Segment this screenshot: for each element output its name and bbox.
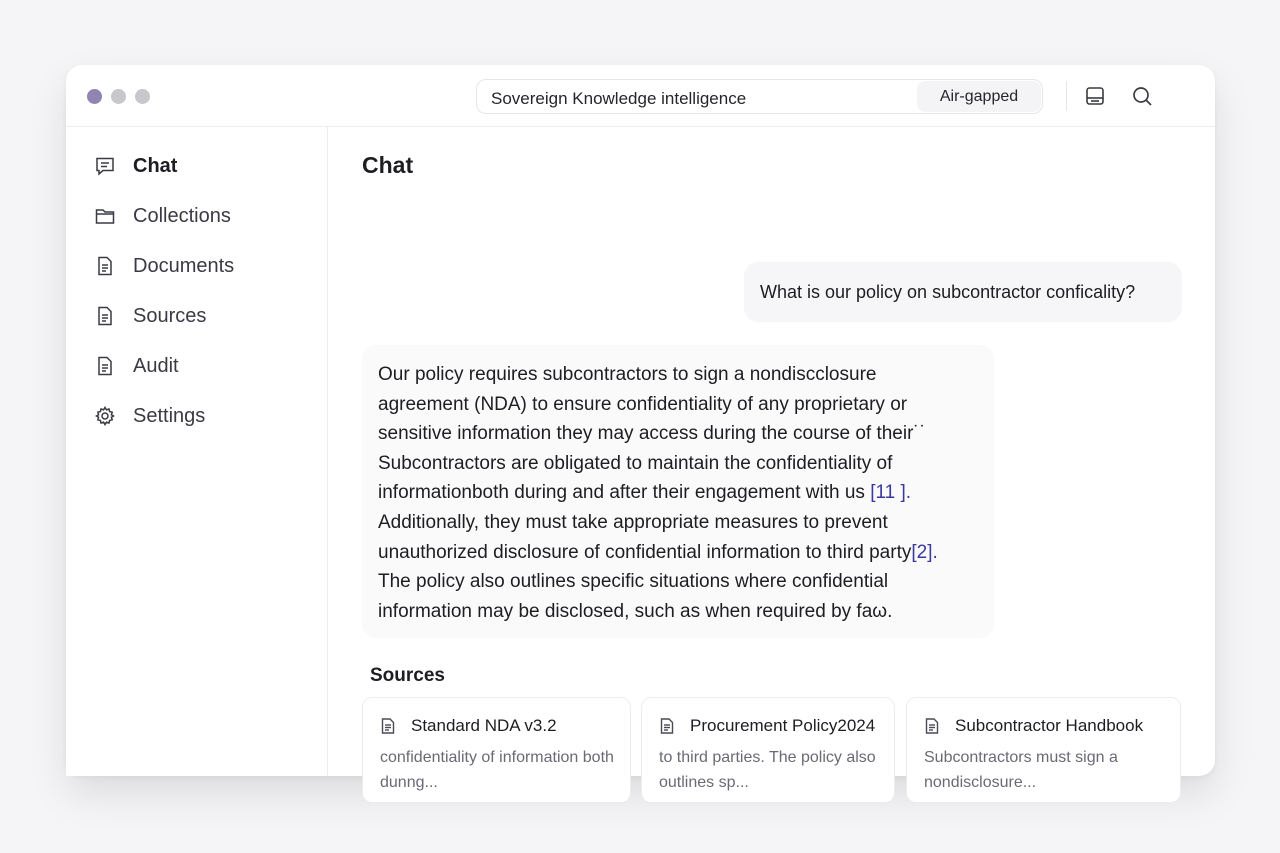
app-title: Sovereign Knowledge intelligence [491,89,747,108]
sources-heading: Sources [370,665,445,686]
source-card-procurement-policy[interactable] [641,697,895,803]
assistant-line: agreement (NDA) to ensure confidentiality of any proprietary or [378,393,908,415]
close-window-button[interactable] [87,89,102,104]
sidebar-item-audit[interactable] [66,346,328,386]
page-title: Chat [362,152,414,178]
sidebar [66,127,328,776]
sidebar-item-documents[interactable] [66,246,328,286]
sidebar-item-settings[interactable] [66,396,328,436]
source-card-standard-nda[interactable] [362,697,631,803]
title-search-bar[interactable] [476,79,1043,114]
assistant-line-with-citation [378,478,978,508]
panel-icon[interactable] [1084,85,1106,107]
assistant-message [362,345,994,638]
document-icon [94,255,116,277]
citation-link-2[interactable]: [2] [911,541,933,563]
assistant-line: The policy also outlines specific situations where confidential [378,571,889,593]
source-snippet: Subcontractors must sign a nondisclosure... [924,749,1118,791]
document-icon [658,717,676,735]
source-title: Procurement Policy2024 [690,716,876,735]
assistant-line-text: unauthorized disclosure of confidential information to third party [378,541,912,563]
titlebar [66,65,1215,127]
minimize-window-button[interactable] [111,89,126,104]
document-icon [94,305,116,327]
assistant-line: Additionally, they must take appropriate measures to prevent [378,511,888,533]
assistant-line-text: informationboth during and after their engagement with us [378,482,865,504]
citation-period: . [932,541,938,563]
sidebar-item-label: Collections [133,205,231,227]
folder-icon [94,205,116,227]
source-title: Standard NDA v3.2 [411,716,557,735]
sidebar-item-label: Sources [133,305,207,327]
document-icon [94,355,116,377]
sidebar-item-label: Documents [133,255,235,277]
citation-link-11[interactable]: [11 ] [870,482,906,504]
sidebar-item-sources[interactable] [66,296,328,336]
toolbar-divider [1066,81,1067,111]
assistant-line-with-citation [378,538,978,568]
sidebar-item-label: Chat [133,155,178,177]
air-gapped-badge: Air-gapped [917,81,1041,112]
assistant-line: Our policy requires subcontractors to sign a nondiscclosure [378,364,877,385]
source-snippet: to third parties. The policy also outlines sp... [659,749,876,791]
source-snippet: confidentiality of information both dunng... [380,749,614,791]
source-title: Subcontractor Handbook [955,716,1144,735]
chat-icon [94,155,116,177]
sidebar-item-label: Audit [133,355,179,377]
sidebar-item-collections[interactable] [66,196,328,236]
source-card-subcontractor-handbook[interactable] [906,697,1181,803]
chat-panel [328,127,1215,791]
sidebar-item-label: Settings [133,405,206,427]
maximize-window-button[interactable] [135,89,150,104]
assistant-line: information may be disclosed, such as when required by faω. [378,600,893,622]
citation-period: . [905,482,912,504]
user-message: What is our policy on subcontractor conficality? [744,262,1182,322]
sidebar-item-chat[interactable] [66,146,328,186]
document-icon [379,717,397,735]
assistant-line: sensitive information they may access during the course of their˙˙ [378,423,927,445]
gear-icon [94,405,116,427]
app-window [66,65,1215,791]
search-icon[interactable] [1131,85,1153,107]
assistant-line: Subcontractors are obligated to maintain the confidentiality of [378,452,893,474]
document-icon [923,717,941,735]
